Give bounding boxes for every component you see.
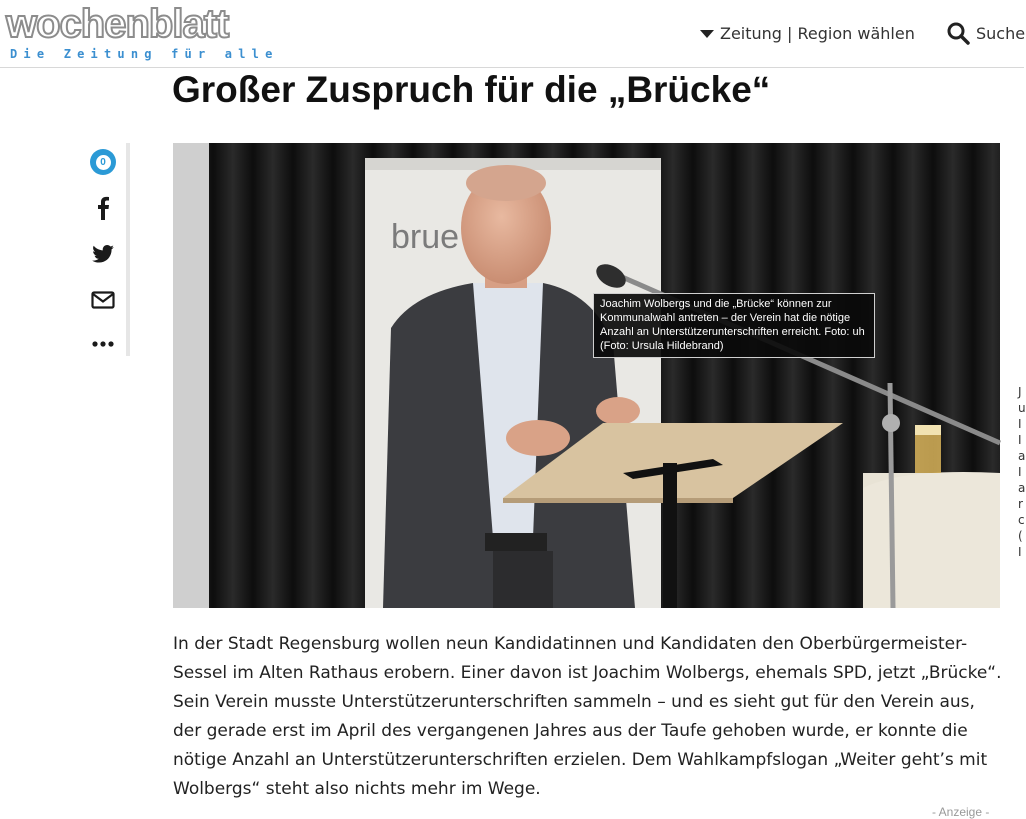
article-paragraph: In der Stadt Regensburg wollen neun Kandidatinnen und Kandidaten den Oberbürgermeister-Sessel im Alten Rathaus erobern. Einer davon ist Joachim Wolbergs, ehemals SPD, jetzt „Brücke“. Sein Verein musste Unterstützerunterschriften sammeln – und es sieht gut für den Verein aus, der gerade erst im April des vergangenen Jahres aus der Taufe gehoben wurde, er konnte die nötige Anzahl an Unterstützerunterschriften erzielen. Dem Wahlkampfslogan „Weiter geht’s mit Wolbergs“ steht also nichts mehr im Wege. <box>173 634 1002 799</box>
search-label: Suche <box>976 23 1026 43</box>
logo-wordmark: wochenblatt <box>6 2 229 46</box>
logo-tagline: Die Zeitung für alle <box>10 47 279 61</box>
article-photo[interactable] <box>173 143 1000 608</box>
mail-share-button[interactable] <box>86 283 120 317</box>
comments-button[interactable] <box>86 145 120 179</box>
sidebar-clipped-text: J u I I a I a r c ( I <box>1018 385 1026 559</box>
article-body <box>173 630 1003 804</box>
facebook-icon <box>96 196 110 220</box>
comment-icon <box>90 149 116 175</box>
site-header <box>0 0 1024 68</box>
ad-label: - Anzeige - <box>932 805 990 819</box>
share-bar <box>86 143 130 356</box>
mail-icon <box>91 291 115 309</box>
more-icon <box>92 341 114 347</box>
speaker-at-podium-image <box>173 143 1000 608</box>
comment-count: 0 <box>96 155 111 170</box>
twitter-icon <box>92 245 114 263</box>
search-button[interactable] <box>946 20 1025 46</box>
caret-down-icon <box>700 30 714 38</box>
photo-caption: Joachim Wolbergs und die „Brücke“ können zur Kommunalwahl antreten – der Verein hat die nötige Anzahl an Unterstützerunterschriften erreicht. Foto: uh (Foto: Ursula Hildebrand) <box>593 293 875 358</box>
search-icon <box>946 21 970 45</box>
facebook-share-button[interactable] <box>86 191 120 225</box>
banner-text: brue <box>391 218 460 256</box>
article-title: Großer Zuspruch für die „Brücke“ <box>172 69 771 110</box>
site-logo[interactable] <box>6 2 279 64</box>
region-select-button[interactable] <box>700 22 915 44</box>
more-share-button[interactable] <box>86 327 120 361</box>
twitter-share-button[interactable] <box>86 237 120 271</box>
region-select-label: Zeitung | Region wählen <box>720 23 915 43</box>
